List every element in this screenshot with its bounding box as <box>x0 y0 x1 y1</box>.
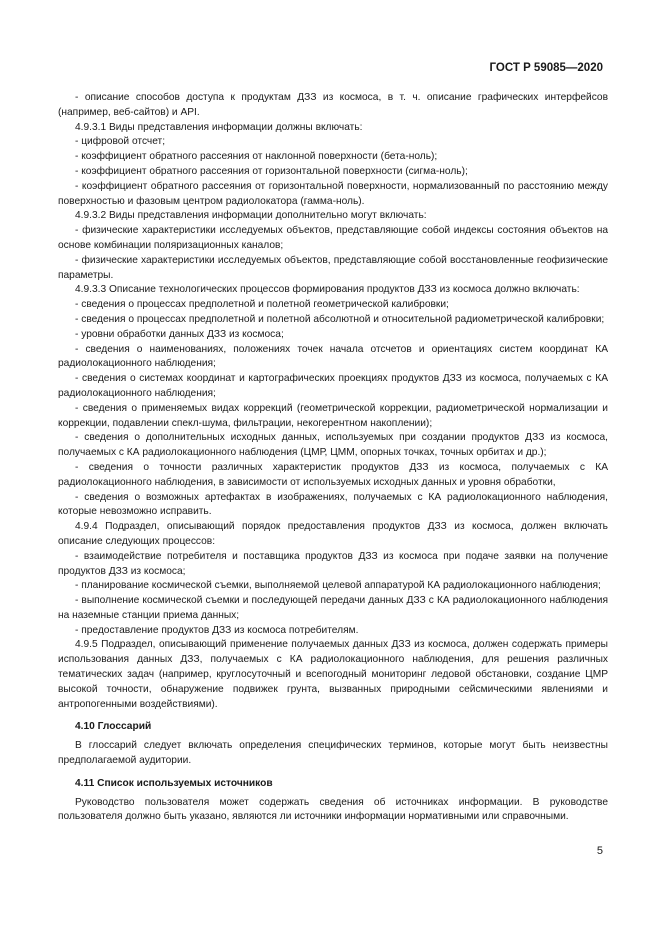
list-item: - физические характеристики исследуемых объектов, представляющие собой восстановленные геофизические параметры. <box>58 254 608 281</box>
page-number: 5 <box>596 845 603 857</box>
clause-4-9-3-2: 4.9.3.2 Виды представления информации дополнительно могут включать: <box>75 210 427 222</box>
clause-4-9-3-3: 4.9.3.3 Описание технологических процессов формирования продуктов ДЗЗ из космоса должно включать: <box>75 284 580 296</box>
list-item: - сведения о процессах предполетной и полетной абсолютной и относительной радиометрической калибровки; <box>75 313 605 325</box>
list-item: - коэффициент обратного рассеяния от горизонтальной поверхности (сигма-ноль); <box>75 165 468 177</box>
list-item: - планирование космической съемки, выполняемой целевой аппаратурой КА радиолокационного наблюдения; <box>75 580 601 592</box>
section-text-4-11: Руководство пользователя может содержать сведения об источниках информации. В руководстве пользователя должно быть указано, являются ли источники информации нормативными или справочными. <box>58 796 608 823</box>
section-text-4-10: В глоссарий следует включать определения специфических терминов, которые могут быть неизвестны предполагаемой аудитории. <box>58 740 608 767</box>
list-item: - сведения о наименованиях, положениях точек начала отсчетов и ориентациях систем координат КА радиолокационного наблюдения; <box>58 343 608 370</box>
list-item: - выполнение космической съемки и последующей передачи данных ДЗЗ с КА радиолокационного наблюдения на наземные станции приема данных; <box>58 595 608 621</box>
document-header: ГОСТ Р 59085—2020 <box>489 62 603 74</box>
document-body <box>58 91 608 825</box>
section-heading-4-11: 4.11 Список используемых источников <box>75 777 273 789</box>
paragraph: - описание способов доступа к продуктам ДЗЗ из космоса, в т. ч. описание графических интерфейсов (например, веб-сайтов) и API. <box>58 92 608 118</box>
clause-4-9-3-1: 4.9.3.1 Виды представления информации должны включать: <box>75 121 363 133</box>
list-item: - цифровой отсчет; <box>75 136 166 148</box>
list-item: - сведения о возможных артефактах в изображениях, получаемых с КА радиолокационного наблюдения, которые невозможно исправить. <box>58 491 608 518</box>
list-item: - сведения о процессах предполетной и полетной геометрической калибровки; <box>75 299 449 311</box>
list-item: - предоставление продуктов ДЗЗ из космоса потребителям. <box>75 624 359 636</box>
list-item: - сведения о точности различных характеристик продуктов ДЗЗ из космоса, получаемых с КА радиолокационного наблюдения, в зависимости от используемых исходных данных и уровня обработки, <box>58 461 608 488</box>
list-item: - сведения о дополнительных исходных данных, используемых при создании продуктов ДЗЗ из космоса, получаемых с КА радиолокационного наблюдения (ЦМР, ЦММ, опорных точках, точных орбитах и др.); <box>58 432 608 459</box>
list-item: - коэффициент обратного рассеяния от наклонной поверхности (бета-ноль); <box>75 151 438 163</box>
list-item: - коэффициент обратного рассеяния от горизонтальной поверхности, нормализованный по расстоянию между поверхностью и фазовым центром радиолокатора (гамма-ноль). <box>58 180 608 207</box>
clause-4-9-4: 4.9.4 Подраздел, описывающий порядок предоставления продуктов ДЗЗ из космоса, должен включать описание следующих процессов: <box>58 521 608 547</box>
list-item: - взаимодействие потребителя и поставщика продуктов ДЗЗ из космоса при подаче заявки на получение продуктов ДЗЗ из космоса; <box>58 550 608 577</box>
list-item: - физические характеристики исследуемых объектов, представляющие собой индексы состояния объектов на основе комбинации поляризационных каналов; <box>58 225 608 251</box>
section-heading-4-10: 4.10 Глоссарий <box>75 721 152 733</box>
list-item: - сведения о системах координат и картографических проекциях продуктов ДЗЗ из космоса, получаемых с КА радиолокационного наблюдения; <box>58 373 608 399</box>
list-item: - уровни обработки данных ДЗЗ из космоса; <box>75 328 284 340</box>
clause-4-9-5: 4.9.5 Подраздел, описывающий применение получаемых данных ДЗЗ из космоса, должен содержать примеры использования данных ДЗЗ, получаемых с КА радиолокационного наблюдения, для решения различных тематических задач (например, круглосуточный и всепогодный мониторинг ледовой обстановки, создание ЦМР высокой точности, обнаружение подвижек грунта, вызванных природными сейсмическими явлениями и антропогенными воздействиями). <box>58 639 608 710</box>
list-item: - сведения о применяемых видах коррекций (геометрической коррекции, радиометрической нормализации и коррекции, подавлении спекл-шума, фильтрации, некогерентном накоплении); <box>58 402 608 429</box>
